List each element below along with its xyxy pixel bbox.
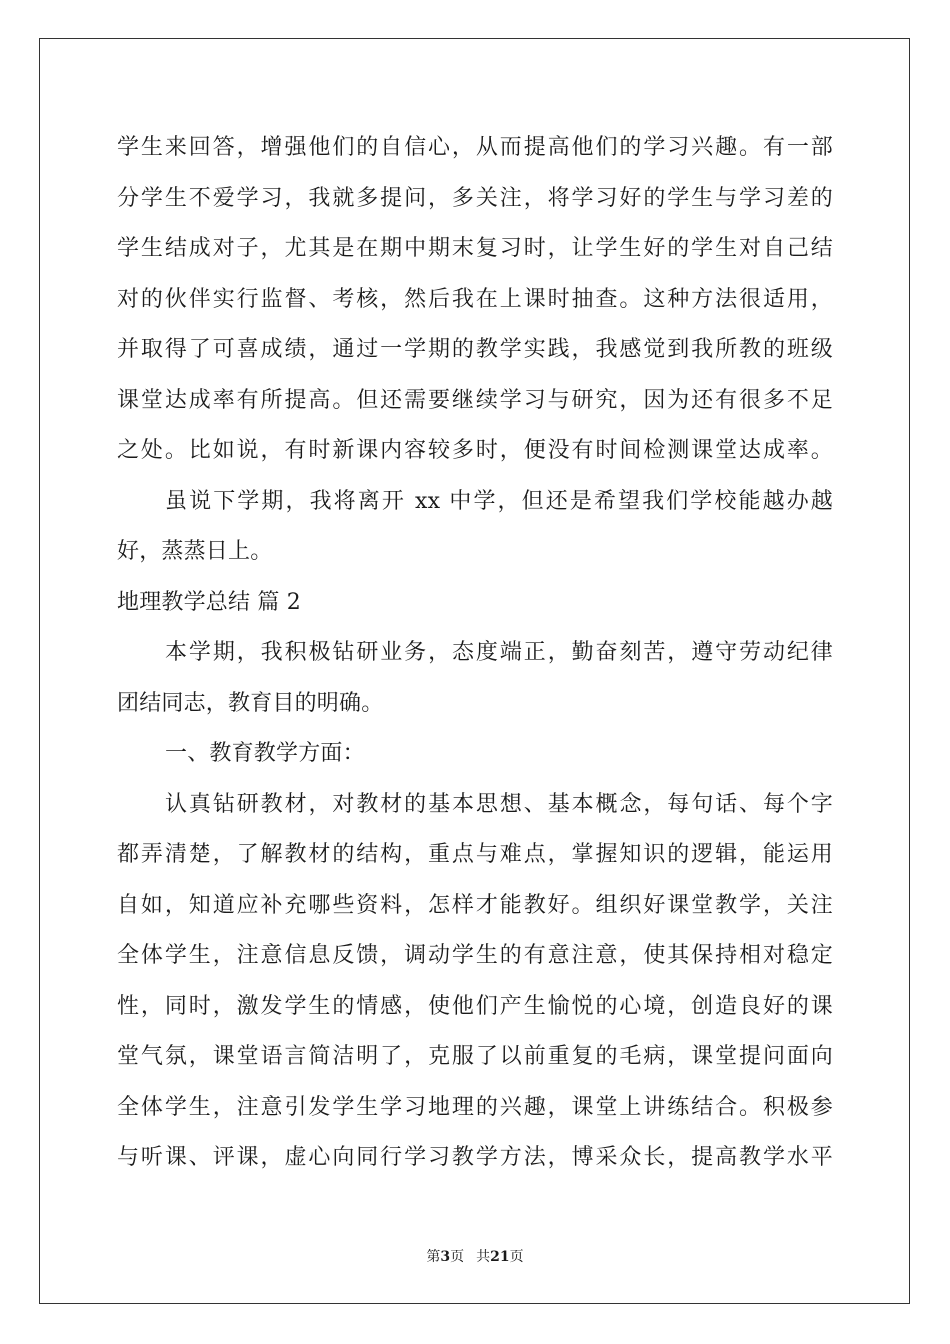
page-total: 21 — [490, 1249, 510, 1265]
text-line: 学生来回答，增强他们的自信心，从而提高他们的学习兴趣。有一部 — [117, 135, 833, 160]
text-line: 学生结成对子，尤其是在期中期末复习时，让学生好的学生对自己结 — [117, 236, 833, 261]
page-footer — [0, 1246, 950, 1266]
total-unit: 页 — [509, 1249, 524, 1265]
total-prefix: 共 — [476, 1249, 491, 1265]
text-line: 自如，知道应补充哪些资料，怎样才能教好。组织好课堂教学，关注 — [117, 892, 833, 918]
text-line: 分学生不爱学习，我就多提问，多关注，将学习好的学生与学习差的 — [117, 185, 833, 211]
text-line: 地理教学总结 篇 2 — [117, 589, 301, 615]
text-line: 并取得了可喜成绩，通过一学期的教学实践，我感觉到我所教的班级 — [117, 337, 833, 362]
text-line: 性，同时，激发学生的情感，使他们产生愉悦的心境，创造良好的课 — [117, 993, 833, 1019]
text-line: 与听课、评课，虚心向同行学习教学方法，博采众长，提高教学水平 — [117, 1145, 833, 1170]
page-current: 3 — [440, 1249, 451, 1265]
text-line: 全体学生，注意信息反馈，调动学生的有意注意，使其保持相对稳定 — [117, 943, 833, 968]
text-line: 都弄清楚，了解教材的结构，重点与难点，掌握知识的逻辑，能运用 — [117, 842, 833, 867]
text-line: 好，蒸蒸日上。 — [117, 539, 273, 564]
document-body — [117, 128, 833, 1189]
text-line: 全体学生，注意引发学生学习地理的兴趣，课堂上讲练结合。积极参 — [117, 1094, 833, 1120]
text-line: 一、教育教学方面： — [165, 741, 365, 766]
page-prefix: 第 — [426, 1249, 441, 1265]
text-line: 认真钻研教材，对教材的基本思想、基本概念，每句话、每个字 — [165, 791, 833, 817]
text-line: 虽说下学期，我将离开 xx 中学，但还是希望我们学校能越办越 — [165, 488, 833, 514]
text-line: 团结同志，教育目的明确。 — [117, 690, 384, 716]
text-line: 堂气氛，课堂语言简洁明了，克服了以前重复的毛病，课堂提问面向 — [117, 1044, 833, 1069]
text-line: 课堂达成率有所提高。但还需要继续学习与研究，因为还有很多不足 — [117, 387, 833, 413]
page-unit: 页 — [450, 1249, 465, 1265]
text-line: 对的伙伴实行监督、考核，然后我在上课时抽查。这种方法很适用， — [117, 286, 833, 312]
text-line: 本学期，我积极钻研业务，态度端正，勤奋刻苦，遵守劳动纪律 — [165, 640, 833, 665]
text-line: 之处。比如说，有时新课内容较多时，便没有时间检测课堂达成率。 — [117, 438, 833, 463]
